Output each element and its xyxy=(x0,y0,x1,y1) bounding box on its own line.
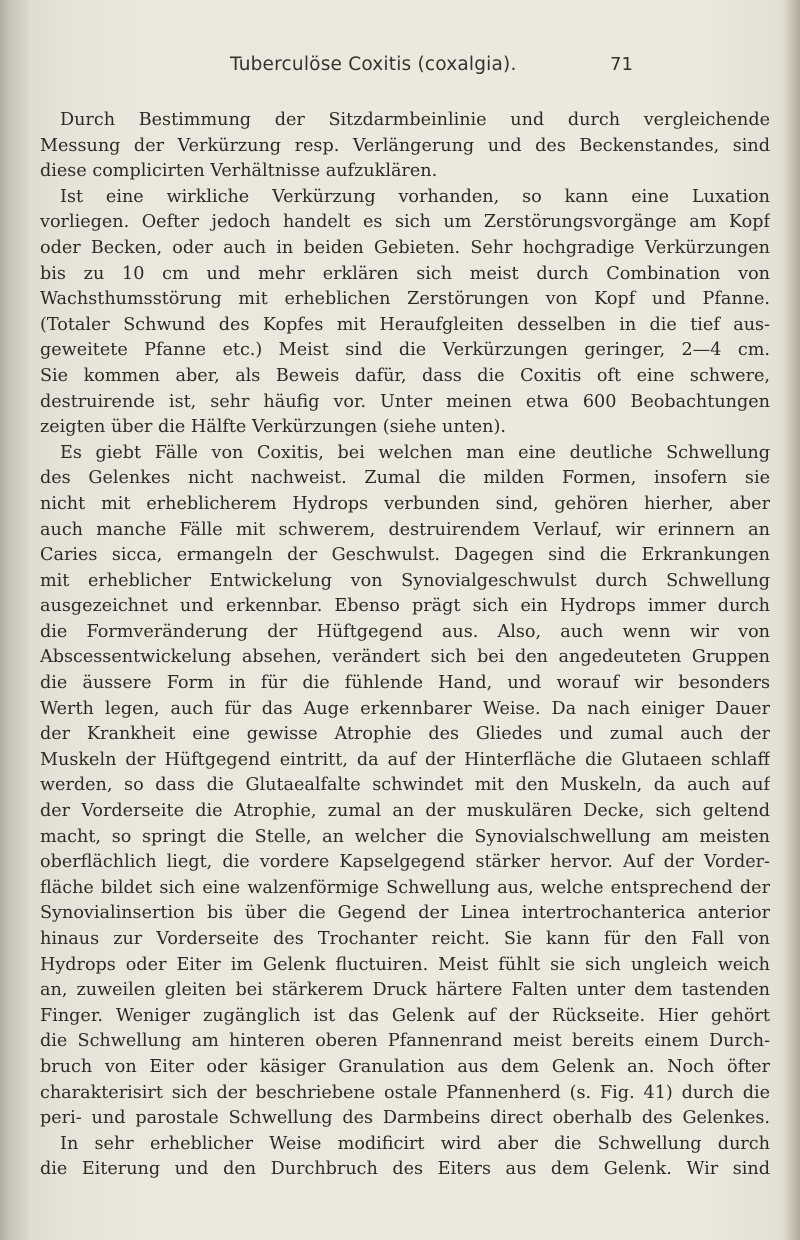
text-line: Muskeln der Hüftgegend eintritt, da auf der Hinterfläche die Glutaeen schlaff xyxy=(40,749,770,770)
text-line: Durch Bestimmung der Sitzdarmbeinlinie und durch vergleichende xyxy=(60,110,770,130)
text-line: werden, so dass die Glutaealfalte schwindet mit den Muskeln, da auch auf xyxy=(40,775,770,796)
text-line: (Totaler Schwund des Kopfes mit Heraufgleiten desselben in die tief aus- xyxy=(40,314,770,335)
running-head: Tuberculöse Coxitis (coxalgia). xyxy=(230,54,517,75)
page-binding-shadow xyxy=(0,0,28,1240)
text-line: Abscessentwickelung absehen, verändert sich bei den angedeuteten Gruppen xyxy=(40,647,770,668)
text-line: an, zuweilen gleiten bei stärkerem Druck härtere Falten unter dem tastenden xyxy=(40,980,770,1001)
text-line: die Eiterung und den Durchbruch des Eiters aus dem Gelenk. Wir sind xyxy=(40,1159,770,1180)
text-line: mit erheblicher Entwickelung von Synovialgeschwulst durch Schwellung xyxy=(40,570,770,591)
text-line: oder Becken, oder auch in beiden Gebieten. Sehr hochgradige Verkürzungen xyxy=(40,237,770,258)
text-line: Hydrops oder Eiter im Gelenk fluctuiren. Meist fühlt sie sich ungleich weich xyxy=(40,954,770,975)
text-line: des Gelenkes nicht nachweist. Zumal die milden Formen, insofern sie xyxy=(40,468,770,489)
text-line: In sehr erheblicher Weise modificirt wird aber die Schwellung durch xyxy=(60,1133,770,1154)
text-line: ausgezeichnet und erkennbar. Ebenso prägt sich ein Hydrops immer durch xyxy=(40,596,770,617)
text-line: Wachsthumsstörung mit erheblichen Zerstörungen von Kopf und Pfanne. xyxy=(40,289,770,310)
text-line: Finger. Weniger zugänglich ist das Gelenk auf der Rückseite. Hier gehört xyxy=(40,1005,770,1026)
text-line: die Formveränderung der Hüftgegend aus. Also, auch wenn wir von xyxy=(40,621,770,642)
text-line: zeigten über die Hälfte Verkürzungen (siehe unten). xyxy=(40,417,506,438)
text-line: Sie kommen aber, als Beweis dafür, dass die Coxitis oft eine schwere, xyxy=(40,365,770,386)
page-edge-shadow xyxy=(786,0,800,1240)
text-line: vorliegen. Oefter jedoch handelt es sich um Zerstörungsvorgänge am Kopf xyxy=(40,212,770,233)
text-line: Ist eine wirkliche Verkürzung vorhanden, so kann eine Luxation xyxy=(60,186,770,207)
text-line: destruirende ist, sehr häufig vor. Unter meinen etwa 600 Beobachtungen xyxy=(40,391,770,412)
text-line: fläche bildet sich eine walzenförmige Schwellung aus, welche entsprechend der xyxy=(40,877,770,898)
text-line: der Krankheit eine gewisse Atrophie des Gliedes und zumal auch der xyxy=(40,724,770,745)
page-header xyxy=(0,54,800,84)
text-line: macht, so springt die Stelle, an welcher die Synovialschwellung am meisten xyxy=(40,826,770,847)
text-line: Synovialinsertion bis über die Gegend der Linea intertrochanterica anterior xyxy=(40,903,770,924)
page-number: 71 xyxy=(610,54,633,75)
text-line: geweitete Pfanne etc.) Meist sind die Verkürzungen geringer, 2—4 cm. xyxy=(40,340,770,361)
text-line: bruch von Eiter oder käsiger Granulation aus dem Gelenk an. Noch öfter xyxy=(40,1056,770,1077)
text-line: Werth legen, auch für das Auge erkennbarer Weise. Da nach einiger Dauer xyxy=(40,698,770,719)
text-line: die äussere Form in für die fühlende Hand, und worauf wir besonders xyxy=(40,673,770,694)
text-line: bis zu 10 cm und mehr erklären sich meist durch Combination von xyxy=(40,263,770,284)
text-line: Es giebt Fälle von Coxitis, bei welchen man eine deutliche Schwellung xyxy=(60,442,770,463)
text-line: die Schwellung am hinteren oberen Pfannenrand meist bereits einem Durch- xyxy=(40,1031,770,1052)
text-line: hinaus zur Vorderseite des Trochanter reicht. Sie kann für den Fall von xyxy=(40,929,770,949)
text-line: nicht mit erheblicherem Hydrops verbunden sind, gehören hierher, aber xyxy=(40,493,770,514)
text-line: auch manche Fälle mit schwerem, destruirendem Verlauf, wir erinnern an xyxy=(40,519,770,540)
text-line: charakterisirt sich der beschriebene ostale Pfannenherd (s. Fig. 41) durch die xyxy=(40,1082,770,1103)
text-line: der Vorderseite die Atrophie, zumal an der muskulären Decke, sich geltend xyxy=(40,801,770,822)
body-text xyxy=(40,108,770,1183)
text-line: Caries sicca, ermangeln der Geschwulst. Dagegen sind die Erkrankungen xyxy=(40,545,770,566)
text-line: Messung der Verkürzung resp. Verlängerung und des Beckenstandes, sind xyxy=(40,135,770,156)
text-line: peri- und parostale Schwellung des Darmbeins direct oberhalb des Gelenkes. xyxy=(40,1108,770,1129)
text-line: diese complicirten Verhältnisse aufzuklären. xyxy=(40,161,438,182)
text-line: oberflächlich liegt, die vordere Kapselgegend stärker hervor. Auf der Vorder- xyxy=(40,852,770,873)
